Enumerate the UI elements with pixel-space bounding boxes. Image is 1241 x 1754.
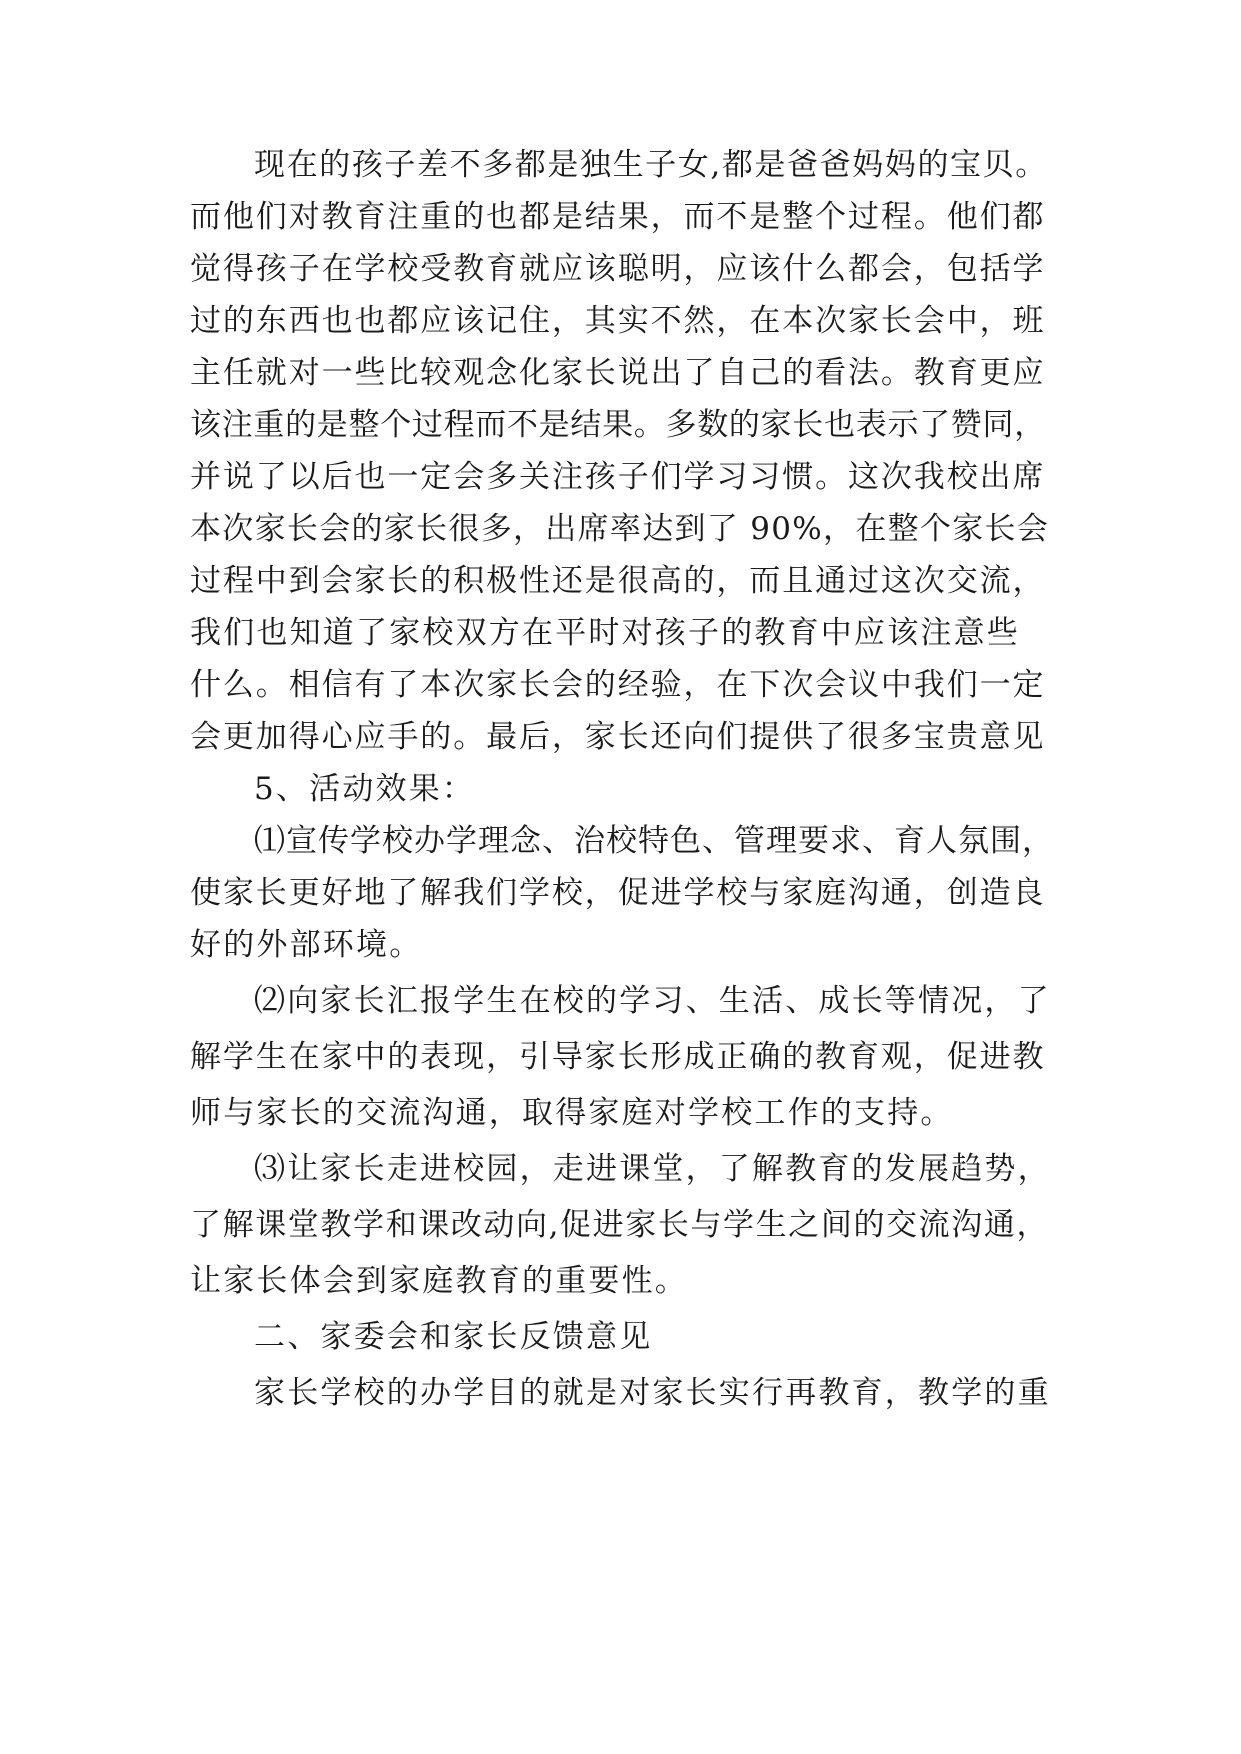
- text-line: ⑶让家长走进校园，走进课堂，了解教育的发展趋势，: [254, 1151, 1051, 1187]
- text-line: ⑵向家长汇报学生在校的学习、生活、成长等情况，了: [254, 983, 1051, 1019]
- text-line: 师与家长的交流沟通，取得家庭对学校工作的支持。: [190, 1095, 954, 1131]
- text-line: 本次家长会的家长很多，出席率达到了 90%，在整个家长会: [190, 511, 1050, 547]
- text-line: 解学生在家中的表现，引导家长形成正确的教育观，促进教: [190, 1039, 1046, 1075]
- text-line: 该注重的是整个过程而不是结果。多数的家长也表示了赞同，: [190, 407, 1046, 443]
- text-line: 了解课堂教学和课改动向,促进家长与学生之间的交流沟通，: [190, 1207, 1050, 1243]
- text-line: 现在的孩子差不多都是独生子女,都是爸爸妈妈的宝贝。: [254, 147, 1048, 183]
- text-line: 过的东西也也都应该记住，其实不然，在本次家长会中，班: [190, 303, 1046, 339]
- text-line: 过程中到会家长的积极性还是很高的，而且通过这次交流，: [190, 563, 1046, 599]
- text-line: 而他们对教育注重的也都是结果，而不是整个过程。他们都: [190, 199, 1046, 235]
- text-line: 会更加得心应手的。最后，家长还向们提供了很多宝贵意见: [190, 719, 1046, 755]
- text-line: 家长学校的办学目的就是对家长实行再教育，教学的重: [254, 1375, 1051, 1411]
- text-line: 什么。相信有了本次家长会的经验，在下次会议中我们一定: [190, 667, 1046, 703]
- text-line: 让家长体会到家庭教育的重要性。: [190, 1263, 688, 1299]
- text-line: ⑴宣传学校办学理念、治校特色、管理要求、育人氛围，: [254, 823, 1054, 859]
- section-heading: 二、家委会和家长反馈意见: [254, 1319, 653, 1355]
- text-line: 好的外部环境。: [190, 927, 423, 963]
- text-line: 主任就对一些比较观念化家长说出了自己的看法。教育更应: [190, 355, 1046, 391]
- text-line: 我们也知道了家校双方在平时对孩子的教育中应该注意些: [190, 615, 1020, 651]
- section-heading: 5、活动效果：: [254, 771, 476, 807]
- text-line: 并说了以后也一定会多关注孩子们学习习惯。这次我校出席: [190, 459, 1046, 495]
- text-line: 使家长更好地了解我们学校，促进学校与家庭沟通，创造良: [190, 875, 1046, 911]
- text-line: 觉得孩子在学校受教育就应该聪明，应该什么都会，包括学: [190, 251, 1046, 287]
